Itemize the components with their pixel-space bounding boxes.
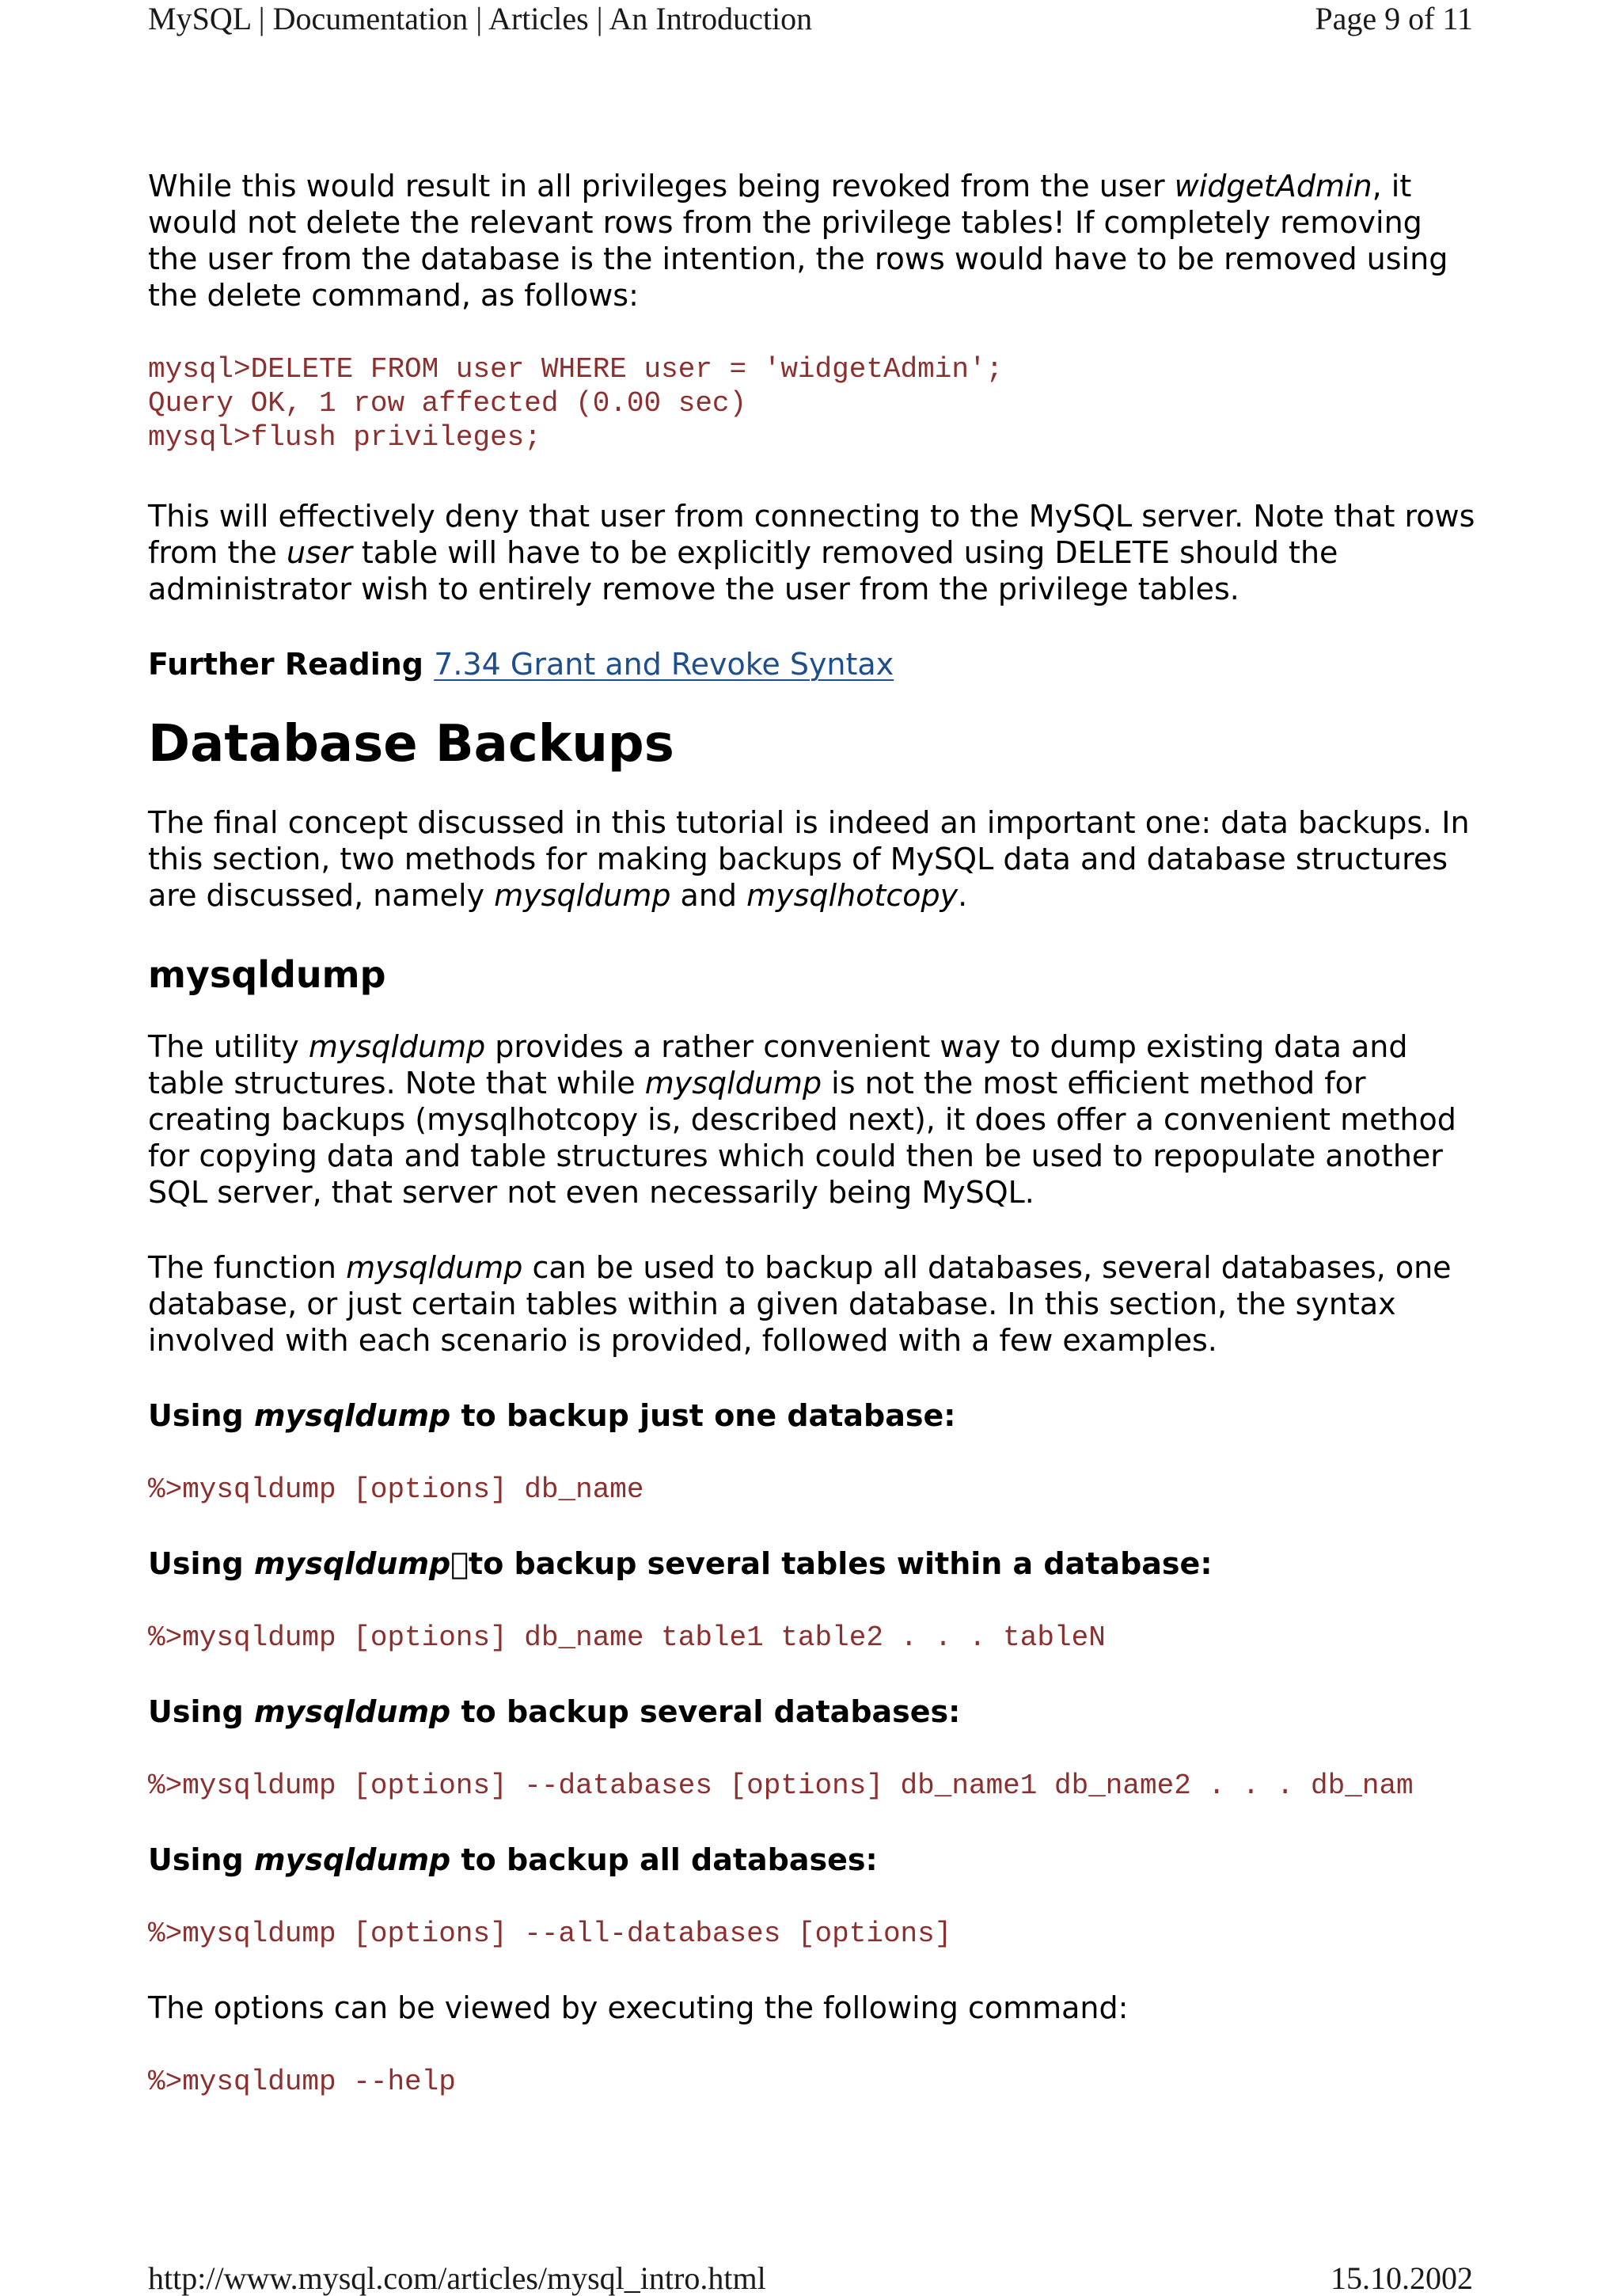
subsection-title-mysqldump: mysqldump xyxy=(148,953,386,996)
code-block-delete-user xyxy=(148,352,1478,454)
document-body xyxy=(148,168,1478,2099)
usage-heading-all-databases: Using mysqldump to backup all databases: xyxy=(148,1842,878,1877)
page-number: Page 9 of 11 xyxy=(1315,1,1473,36)
intro-paragraph-revoke: While this would result in all privileges being revoked from the user widgetAdmin, it would not delete the relevant rows from the privilege tables! If completely removing the user from the database is the intention, the rows would have to be removed using the delete command, as follows: xyxy=(148,169,1448,313)
emphasis-user: user xyxy=(286,535,352,570)
mysqldump-intro-paragraph: The utility mysqldump provides a rather convenient way to dump existing data and table structures. Note that while mysqldump is not the most efficient method for creating backups (mysqlhotcopy is, described next), it does offer a convenient method for copying data and table structures which could then be used to repopulate another SQL server, that server not even necessarily being MySQL. xyxy=(148,1029,1456,1210)
intro-paragraph-deny: This will effectively deny that user from connecting to the MySQL server. Note that rows from the user table will have to be explicitly removed using DELETE should the administrator wish to entirely remove the user from the privilege tables. xyxy=(148,499,1475,606)
grant-revoke-syntax-link[interactable]: 7.34 Grant and Revoke Syntax xyxy=(434,647,894,682)
code-one-database: %>mysqldump [options] db_name xyxy=(148,1473,644,1506)
mysqldump-function-paragraph: The function mysqldump can be used to backup all databases, several databases, one database, or just certain tables within a given database. In this section, the syntax involved with each scenario is provided, followed with a few examples. xyxy=(148,1250,1452,1358)
footer-date: 15.10.2002 xyxy=(1331,2260,1473,2296)
options-paragraph: The options can be viewed by executing the following command: xyxy=(148,1990,1129,2025)
code-line: mysql>DELETE FROM user WHERE user = 'widgetAdmin'; xyxy=(148,353,1004,386)
further-reading xyxy=(148,646,1478,682)
running-header-title: MySQL | Documentation | Articles | An Introduction xyxy=(148,1,813,36)
usage-heading-several-databases: Using mysqldump to backup several databases: xyxy=(148,1694,961,1729)
emphasis-widgetadmin: widgetAdmin xyxy=(1174,169,1372,203)
code-several-tables: %>mysqldump [options] db_name table1 table2 . . . tableN xyxy=(148,1621,1106,1654)
code-line: mysql>flush privileges; xyxy=(148,421,541,454)
code-all-databases: %>mysqldump [options] --all-databases [options] xyxy=(148,1918,952,1950)
code-help: %>mysqldump --help xyxy=(148,2066,456,2098)
section-title-database-backups: Database Backups xyxy=(148,715,674,774)
code-line: Query OK, 1 row affected (0.00 sec) xyxy=(148,387,747,420)
footer-url: http://www.mysql.com/articles/mysql_intro.html xyxy=(148,2260,766,2296)
usage-heading-several-tables: Using mysqldump to backup several tables within a database: xyxy=(148,1546,1213,1581)
usage-heading-one-database: Using mysqldump to backup just one database: xyxy=(148,1398,956,1433)
further-reading-label: Further Reading xyxy=(148,647,423,682)
code-several-databases: %>mysqldump [options] --databases [options] db_name1 db_name2 . . . db_nam xyxy=(148,1770,1414,1802)
backups-intro-paragraph: The final concept discussed in this tutorial is indeed an important one: data backups. In this section, two methods for making backups of MySQL data and database structures are discussed, namely mysqldump and mysqlhotcopy. xyxy=(148,805,1470,913)
